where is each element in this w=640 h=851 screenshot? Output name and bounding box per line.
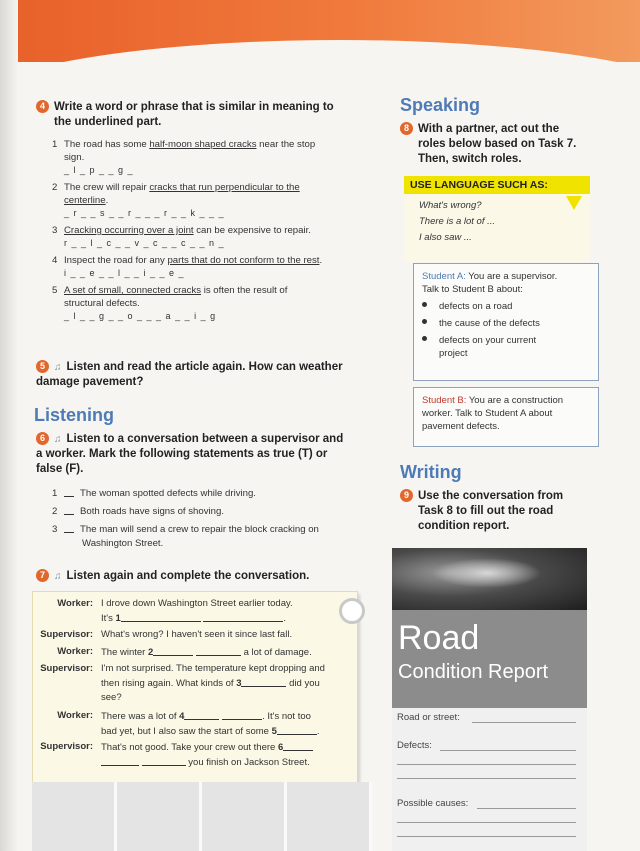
- section-title-listening: Listening: [34, 405, 114, 425]
- role-bullet: the cause of the defects: [422, 317, 598, 330]
- audio-icon: ♫: [54, 434, 62, 445]
- road-or-street-label: Road or street:: [397, 712, 460, 723]
- possible-causes-input-line[interactable]: [397, 836, 576, 837]
- road-condition-report: [392, 548, 587, 851]
- audio-icon: ♫: [54, 362, 62, 373]
- exercise-4-item-1: 1 The road has some half-moon shaped cracks near the stop sign. _ l _ p _ _ g _: [52, 139, 316, 175]
- exercise-4-item-5: 5 A set of small, connected cracks is often the result of structural defects. _ l _ _ g _ _ o _ _ _ a _ _ i _ g: [52, 285, 288, 321]
- role-bullet: defects on your current project: [422, 334, 598, 360]
- answer-blank[interactable]: [283, 740, 313, 751]
- defects-input-line[interactable]: [397, 778, 576, 779]
- exercise-7-instructions: 7 ♫ Listen again and complete the conversation.: [36, 569, 309, 584]
- section-title-writing: Writing: [400, 462, 462, 482]
- defects-label: Defects:: [397, 740, 432, 751]
- road-photo-highlight: [432, 558, 542, 588]
- answer-blank[interactable]: [64, 522, 74, 533]
- task-number-7: 7: [36, 569, 49, 582]
- exercise-8-instructions: 8 With a partner, act out the roles below based on Task 7. Then, switch roles.: [400, 122, 600, 167]
- answer-blank[interactable]: [142, 755, 186, 766]
- audio-icon: ♫: [54, 571, 62, 582]
- exercise-4-item-4: 4 Inspect the road for any parts that do not conform to the rest. i _ _ e _ _ l _ _ i _ _ e _: [52, 255, 323, 278]
- possible-causes-input[interactable]: [477, 808, 576, 809]
- road-or-street-input[interactable]: [472, 722, 576, 723]
- possible-causes-label: Possible causes:: [397, 798, 469, 809]
- report-title: Road: [398, 619, 480, 657]
- answer-blank[interactable]: [241, 676, 286, 687]
- answer-blank[interactable]: [184, 709, 219, 720]
- decorative-grid: [32, 782, 372, 851]
- answer-blank[interactable]: [222, 709, 262, 720]
- statement-2: 2 Both roads have signs of shoving.: [52, 506, 224, 517]
- page-edge: [0, 0, 18, 851]
- exercise-6-items: [52, 486, 372, 551]
- student-a-label: Student A:: [422, 271, 466, 282]
- task-number-9: 9: [400, 489, 413, 502]
- language-phrase: There is a lot of ...: [419, 216, 496, 227]
- task-number-4: 4: [36, 100, 49, 113]
- defects-input-line[interactable]: [397, 764, 576, 765]
- exercise-6-instructions: 6 ♫ Listen to a conversation between a supervisor and a worker. Mark the following statements as true (T) or false (F).: [36, 433, 344, 475]
- exercise-4-items: [52, 138, 372, 323]
- task-number-8: 8: [400, 122, 413, 135]
- answer-blank[interactable]: [203, 611, 283, 622]
- highlight-tab: [566, 196, 582, 210]
- answer-blank[interactable]: [64, 504, 74, 515]
- exercise-4-item-3: 3 Cracking occurring over a joint can be expensive to repair. r _ _ l _ c _ _ v _ c _ _ c _ _ n _: [52, 225, 311, 248]
- possible-causes-input-line[interactable]: [397, 822, 576, 823]
- exercise-4: [36, 100, 366, 130]
- exercise-4-instructions: 4 Write a word or phrase that is similar in meaning to the underlined part.: [36, 100, 366, 130]
- task-number-6: 6: [36, 432, 49, 445]
- statement-1: 1 The woman spotted defects while driving.: [52, 488, 256, 499]
- answer-blank[interactable]: [196, 645, 241, 656]
- exercise-4-item-2: 2 The crew will repair cracks that run perpendicular to the centerline. _ r _ _ s _ _ r _ _ _ r _ _ k _ _ _: [52, 182, 300, 218]
- statement-3: 3 The man will send a crew to repair the block cracking on Washington Street.: [52, 524, 319, 549]
- student-b-role-card: Student B: You are a construction worker. Talk to Student A about pavement defects.: [413, 387, 599, 447]
- useful-language-header: USE LANGUAGE SUCH AS:: [404, 176, 590, 194]
- answer-blank[interactable]: [153, 645, 193, 656]
- language-phrase: I also saw ...: [419, 232, 472, 243]
- conversation-card: Worker: I drove down Washington Street earlier today. It's 1 . Supervisor: What's wrong? I haven't seen it since last fall. Worker: The winter 2 a lot of damage. Supervisor: I'm not surprised. The temperature kept dropping and then rising again. What kinds of 3 did you see? Worker: There was a lot of 4 . It's not too bad yet, but I also saw the start of some 5 . Supervisor: That's not good. Take your crew out there 6 you finish on Jackson Street.: [32, 591, 358, 783]
- role-bullet: defects on a road: [422, 300, 598, 313]
- student-b-label: Student B:: [422, 395, 467, 406]
- answer-blank[interactable]: [121, 611, 201, 622]
- language-phrase: What's wrong?: [419, 200, 482, 211]
- section-title-speaking: Speaking: [400, 95, 481, 115]
- task-number-5: 5: [36, 360, 49, 373]
- exercise-5-instructions: 5 ♫ Listen and read the article again. How can weather damage pavement?: [36, 361, 343, 388]
- useful-language-box: [404, 176, 590, 262]
- report-subtitle: Condition Report: [398, 661, 549, 683]
- answer-blank[interactable]: [101, 755, 139, 766]
- defects-input[interactable]: [440, 750, 576, 751]
- answer-blank[interactable]: [64, 486, 74, 497]
- student-a-role-card: Student A: You are a supervisor. Talk to Student B about: defects on a road the cause of the defects defects on your current project: [413, 263, 599, 381]
- answer-blank[interactable]: [277, 724, 317, 735]
- exercise-9-instructions: 9 Use the conversation from Task 8 to fill out the road condition report.: [400, 489, 600, 534]
